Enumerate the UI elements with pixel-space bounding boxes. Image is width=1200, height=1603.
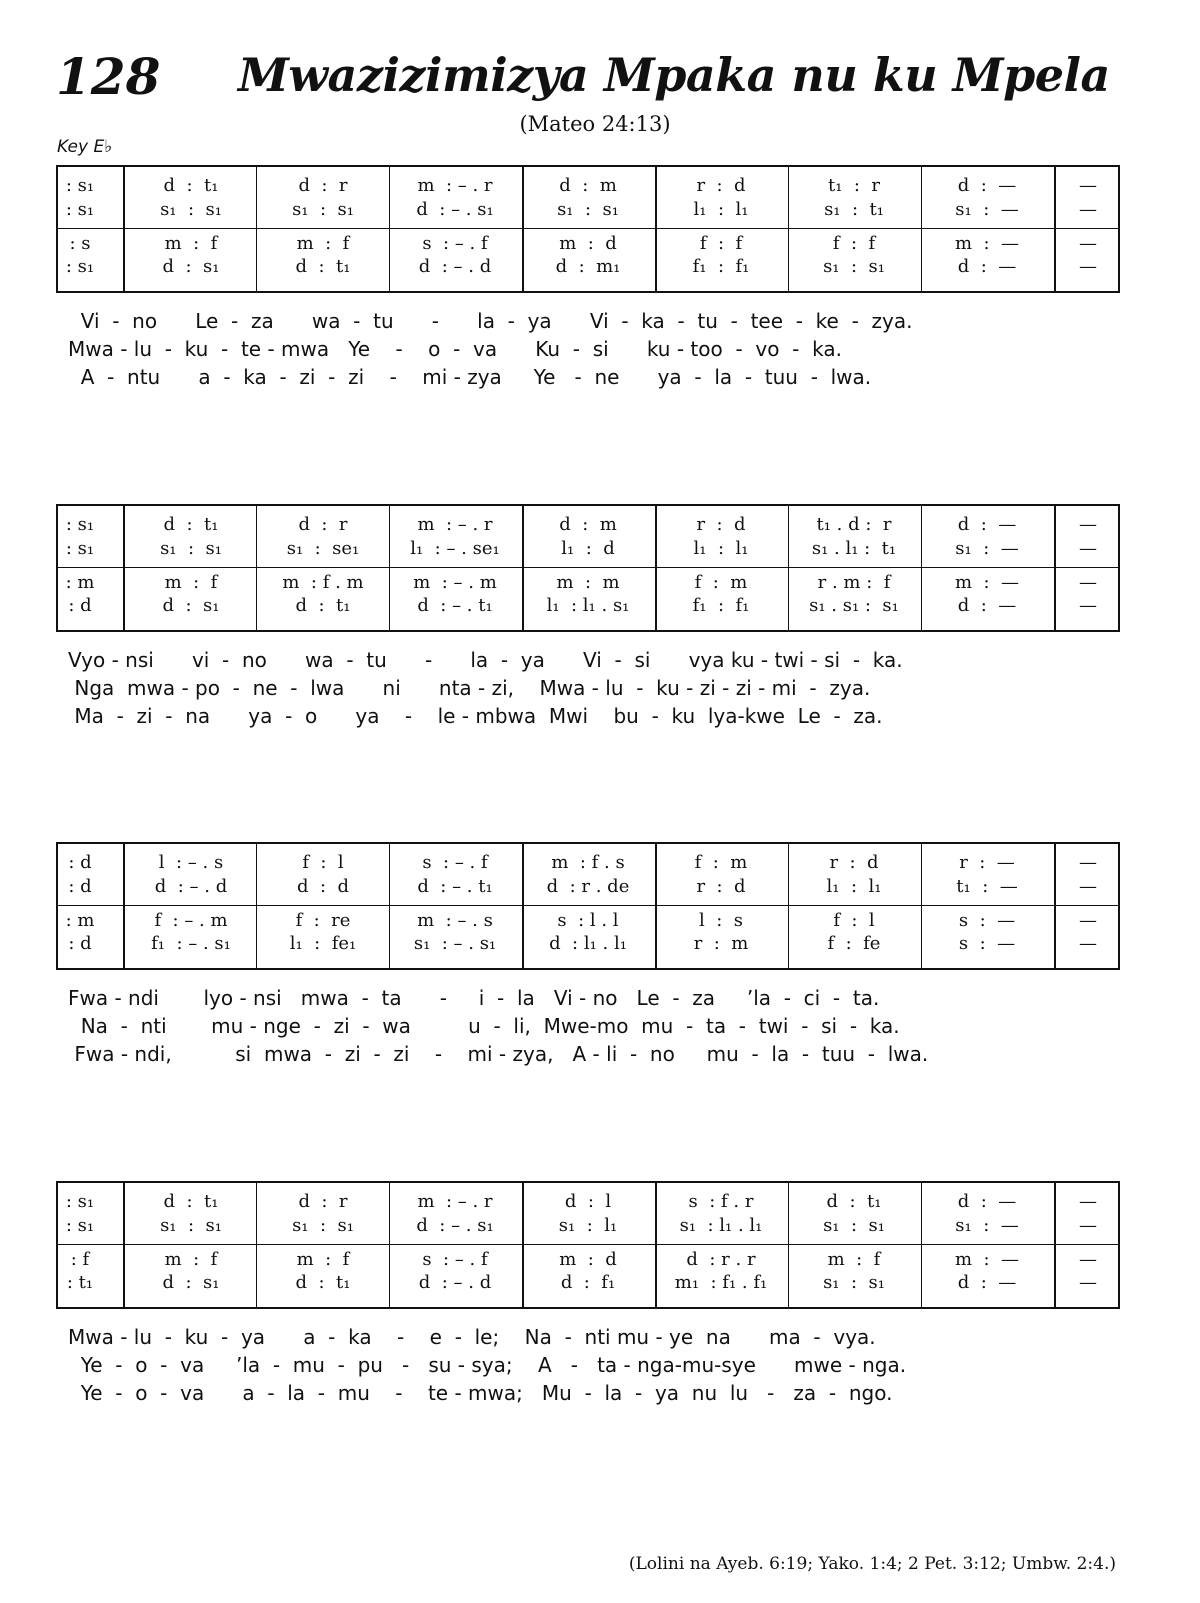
voice-part-row <box>58 1272 1118 1296</box>
lyrics-block <box>56 1323 1118 1407</box>
lyric-verse-line: Na - nti mu - nge - zi - wa u - li, Mwe-mo mu - ta - twi - si - ka. <box>68 1014 900 1038</box>
solfa-measure: d : t₁ <box>295 256 351 277</box>
solfa-measure: : d <box>68 933 92 954</box>
solfa-measure: m : f <box>164 233 218 254</box>
solfa-measure: m : f . s <box>551 852 625 873</box>
hymn-number: 128 <box>56 47 161 106</box>
solfa-measure: d : – . d <box>418 1272 492 1293</box>
lyrics-block <box>56 984 1118 1068</box>
solfa-measure: — <box>1079 233 1097 254</box>
solfa-measure: m : – . r <box>417 175 493 196</box>
solfa-measure: f : f <box>832 233 876 254</box>
solfa-measure: t₁ : — <box>956 876 1018 897</box>
solfa-measure: d : d <box>297 876 349 897</box>
voice-part-row <box>58 595 1118 619</box>
solfa-measure: d : r <box>298 175 348 196</box>
voice-part-row <box>58 514 1118 538</box>
lyric-verse-line: Mwa - lu - ku - te - mwa Ye - o - va Ku - si ku - too - vo - ka. <box>68 337 842 361</box>
solfa-measure: — <box>1079 933 1097 954</box>
solfa-measure: l₁ : – . se₁ <box>410 538 500 559</box>
scripture-reference-wrap <box>0 112 1200 136</box>
solfa-measure: d : t₁ <box>163 1191 219 1212</box>
lyric-verse-line: Fwa - ndi lyo - nsi mwa - ta - i - la Vi - no Le - za ’la - ci - ta. <box>68 986 880 1010</box>
solfa-measure: d : r <box>298 514 348 535</box>
music-system <box>56 1181 1118 1407</box>
solfa-measure: s₁ : s₁ <box>292 1215 354 1236</box>
solfa-measure: f₁ : f₁ <box>692 256 750 277</box>
key-signature: Key E♭ <box>57 137 113 157</box>
solfa-measure: r : d <box>696 175 746 196</box>
voice-part-row <box>58 572 1118 596</box>
solfa-measure: : d <box>68 595 92 616</box>
solfa-measure: s₁ : s₁ <box>292 199 354 220</box>
lyrics-block <box>56 646 1118 730</box>
solfa-measure: d : l <box>564 1191 612 1212</box>
solfa-measure: : s₁ <box>65 199 95 220</box>
lyrics-block <box>56 307 1118 391</box>
solfa-measure: d : t₁ <box>163 514 219 535</box>
solfa-measure: s : – . f <box>422 233 488 254</box>
solfa-measure: s : — <box>958 933 1016 954</box>
solfa-measure: m : f <box>164 572 218 593</box>
solfa-measure: d : — <box>957 175 1017 196</box>
solfa-measure: d : f₁ <box>560 1272 616 1293</box>
solfa-measure: r . m : f <box>817 572 891 593</box>
voice-part-row <box>58 233 1118 257</box>
music-system <box>56 842 1118 1068</box>
solfa-measure: d : – . d <box>418 256 492 277</box>
solfa-measure: — <box>1079 199 1097 220</box>
solfa-measure: m : — <box>954 1249 1020 1270</box>
solfa-measure: s₁ : l₁ . l₁ <box>679 1215 763 1236</box>
scripture-reference: (Mateo 24:13) <box>519 112 671 136</box>
solfa-measure: — <box>1079 538 1097 559</box>
solfa-measure: f : l <box>833 910 875 931</box>
solfa-measure: — <box>1079 256 1097 277</box>
solfa-measure: — <box>1079 1215 1097 1236</box>
solfa-measure: f : l <box>302 852 344 873</box>
solfa-measure: s₁ : — <box>955 538 1019 559</box>
staff-divider <box>58 1244 1118 1245</box>
solfa-measure: m : – . r <box>417 1191 493 1212</box>
solfa-measure: d : – . d <box>154 876 228 897</box>
solfa-measure: d : r . r <box>686 1249 756 1270</box>
solfa-measure: f₁ : f₁ <box>692 595 750 616</box>
voice-part-row <box>58 538 1118 562</box>
solfa-measure: m : f <box>296 233 350 254</box>
solfa-measure: d : s₁ <box>162 1272 220 1293</box>
solfa-measure: — <box>1079 514 1097 535</box>
solfa-measure: : d <box>68 876 92 897</box>
music-system <box>56 504 1118 730</box>
solfa-measure: m : f <box>827 1249 881 1270</box>
solfa-measure: : s <box>69 233 91 254</box>
solfa-measure: s : – . f <box>422 1249 488 1270</box>
solfa-measure: m : f <box>296 1249 350 1270</box>
solfa-measure: d : s₁ <box>162 256 220 277</box>
solfa-measure: l₁ : l₁ <box>693 538 749 559</box>
solfa-measure: s₁ : s₁ <box>557 199 619 220</box>
solfa-score <box>56 504 1120 632</box>
solfa-measure: f : m <box>694 852 748 873</box>
voice-part-row <box>58 852 1118 876</box>
solfa-measure: d : — <box>957 1191 1017 1212</box>
solfa-measure: f : – . m <box>154 910 228 931</box>
solfa-measure: m : – . r <box>417 514 493 535</box>
solfa-measure: d : – . s₁ <box>416 199 494 220</box>
music-system <box>56 165 1118 391</box>
solfa-measure: d : — <box>957 256 1017 277</box>
solfa-measure: : s₁ <box>65 1215 95 1236</box>
solfa-measure: d : t₁ <box>826 1191 882 1212</box>
solfa-measure: m₁ : f₁ . f₁ <box>674 1272 768 1293</box>
solfa-measure: l : – . s <box>158 852 224 873</box>
solfa-measure: s : l . l <box>557 910 619 931</box>
solfa-measure: s₁ : s₁ <box>823 1272 885 1293</box>
solfa-measure: s₁ : s₁ <box>160 1215 222 1236</box>
lyric-verse-line: Ye - o - va ’la - mu - pu - su - sya; A - ta - nga-mu-sye mwe - nga. <box>68 1353 907 1377</box>
solfa-measure: — <box>1079 1249 1097 1270</box>
staff-divider <box>58 567 1118 568</box>
solfa-measure: f : fe <box>827 933 881 954</box>
solfa-measure: s₁ : s₁ <box>160 199 222 220</box>
solfa-measure: d : r . de <box>546 876 630 897</box>
solfa-measure: l₁ : fe₁ <box>289 933 357 954</box>
solfa-measure: d : – . t₁ <box>417 876 493 897</box>
solfa-measure: s₁ . s₁ : s₁ <box>809 595 899 616</box>
solfa-measure: d : t₁ <box>163 175 219 196</box>
solfa-measure: d : — <box>957 514 1017 535</box>
lyric-verse-line: Vi - no Le - za wa - tu - la - ya Vi - ka - tu - tee - ke - zya. <box>68 309 913 333</box>
solfa-measure: — <box>1079 1272 1097 1293</box>
lyric-verse-line: Ye - o - va a - la - mu - te - mwa; Mu - la - ya nu lu - za - ngo. <box>68 1381 893 1405</box>
footer-reference: (Lolini na Ayeb. 6:19; Yako. 1:4; 2 Pet. 3:12; Umbw. 2:4.) <box>628 1554 1116 1574</box>
solfa-measure: s₁ : t₁ <box>824 199 884 220</box>
solfa-measure: d : m₁ <box>555 256 621 277</box>
voice-part-row <box>58 1191 1118 1215</box>
solfa-measure: t₁ : r <box>827 175 881 196</box>
voice-part-row <box>58 256 1118 280</box>
voice-part-row <box>58 1249 1118 1273</box>
solfa-measure: — <box>1079 852 1097 873</box>
solfa-measure: m : – . s <box>417 910 493 931</box>
solfa-measure: m : d <box>559 233 617 254</box>
solfa-measure: m : f . m <box>282 572 364 593</box>
solfa-measure: r : m <box>693 933 749 954</box>
solfa-measure: l : s <box>699 910 743 931</box>
solfa-measure: s₁ : s₁ <box>160 538 222 559</box>
solfa-measure: — <box>1079 876 1097 897</box>
solfa-measure: m : – . m <box>413 572 497 593</box>
solfa-measure: : s₁ <box>65 514 95 535</box>
voice-part-row <box>58 876 1118 900</box>
hymn-title: Mwazizimizya Mpaka nu ku Mpela <box>238 48 1110 102</box>
lyric-verse-line: Nga mwa - po - ne - lwa ni nta - zi, Mwa - lu - ku - zi - zi - mi - zya. <box>68 676 871 700</box>
staff-divider <box>58 228 1118 229</box>
solfa-measure: s₁ : — <box>955 199 1019 220</box>
solfa-measure: t₁ . d : r <box>816 514 892 535</box>
solfa-measure: — <box>1079 572 1097 593</box>
solfa-measure: : f <box>70 1249 90 1270</box>
voice-part-row <box>58 933 1118 957</box>
solfa-measure: — <box>1079 175 1097 196</box>
solfa-measure: d : t₁ <box>295 595 351 616</box>
lyric-verse-line: Ma - zi - na ya - o ya - le - mbwa Mwi bu - ku lya-kwe Le - za. <box>68 704 883 728</box>
solfa-measure: s : — <box>958 910 1016 931</box>
solfa-measure: s₁ : s₁ <box>823 1215 885 1236</box>
solfa-score <box>56 165 1120 293</box>
solfa-measure: r : d <box>696 876 746 897</box>
solfa-measure: m : f <box>164 1249 218 1270</box>
solfa-measure: — <box>1079 595 1097 616</box>
solfa-score <box>56 842 1120 970</box>
solfa-measure: : s₁ <box>65 538 95 559</box>
solfa-measure: l₁ : l₁ . s₁ <box>546 595 630 616</box>
voice-part-row <box>58 1215 1118 1239</box>
solfa-measure: s₁ : – . s₁ <box>413 933 497 954</box>
solfa-measure: : t₁ <box>66 1272 94 1293</box>
solfa-measure: d : t₁ <box>295 1272 351 1293</box>
solfa-measure: : s₁ <box>65 175 95 196</box>
solfa-measure: s : f . r <box>688 1191 754 1212</box>
solfa-measure: : m <box>65 572 95 593</box>
lyric-verse-line: Vyo - nsi vi - no wa - tu - la - ya Vi - si vya ku - twi - si - ka. <box>68 648 903 672</box>
solfa-measure: s₁ : se₁ <box>286 538 360 559</box>
solfa-measure: f₁ : – . s₁ <box>151 933 231 954</box>
solfa-measure: r : d <box>829 852 879 873</box>
solfa-measure: d : — <box>957 595 1017 616</box>
voice-part-row <box>58 199 1118 223</box>
solfa-measure: l₁ : l₁ <box>826 876 882 897</box>
voice-part-row <box>58 175 1118 199</box>
solfa-measure: d : r <box>298 1191 348 1212</box>
solfa-measure: m : m <box>556 572 620 593</box>
lyric-verse-line: Fwa - ndi, si mwa - zi - zi - mi - zya, A - li - no mu - la - tuu - lwa. <box>68 1042 929 1066</box>
solfa-measure: s₁ : l₁ <box>558 1215 618 1236</box>
solfa-measure: m : d <box>559 1249 617 1270</box>
voice-part-row <box>58 910 1118 934</box>
staff-divider <box>58 905 1118 906</box>
solfa-measure: l₁ : l₁ <box>693 199 749 220</box>
lyric-verse-line: Mwa - lu - ku - ya a - ka - e - le; Na - nti mu - ye na ma - vya. <box>68 1325 876 1349</box>
solfa-measure: f : f <box>699 233 743 254</box>
solfa-score <box>56 1181 1120 1309</box>
solfa-measure: r : d <box>696 514 746 535</box>
solfa-measure: : m <box>65 910 95 931</box>
solfa-measure: d : – . s₁ <box>416 1215 494 1236</box>
solfa-measure: m : — <box>954 572 1020 593</box>
solfa-measure: — <box>1079 1191 1097 1212</box>
solfa-measure: — <box>1079 910 1097 931</box>
solfa-measure: : s₁ <box>65 256 95 277</box>
solfa-measure: d : – . t₁ <box>417 595 493 616</box>
solfa-measure: s₁ . l₁ : t₁ <box>811 538 897 559</box>
solfa-measure: f : re <box>295 910 351 931</box>
solfa-measure: d : m <box>559 514 617 535</box>
lyric-verse-line: A - ntu a - ka - zi - zi - mi - zya Ye - ne ya - la - tuu - lwa. <box>68 365 872 389</box>
solfa-measure: : d <box>68 852 92 873</box>
solfa-measure: s₁ : s₁ <box>823 256 885 277</box>
solfa-measure: r : — <box>959 852 1015 873</box>
solfa-measure: s : – . f <box>422 852 488 873</box>
solfa-measure: s₁ : — <box>955 1215 1019 1236</box>
solfa-measure: d : — <box>957 1272 1017 1293</box>
solfa-measure: l₁ : d <box>561 538 615 559</box>
solfa-measure: d : m <box>559 175 617 196</box>
solfa-measure: : s₁ <box>65 1191 95 1212</box>
solfa-measure: d : s₁ <box>162 595 220 616</box>
solfa-measure: f : m <box>694 572 748 593</box>
solfa-measure: d : l₁ . l₁ <box>549 933 627 954</box>
solfa-measure: m : — <box>954 233 1020 254</box>
